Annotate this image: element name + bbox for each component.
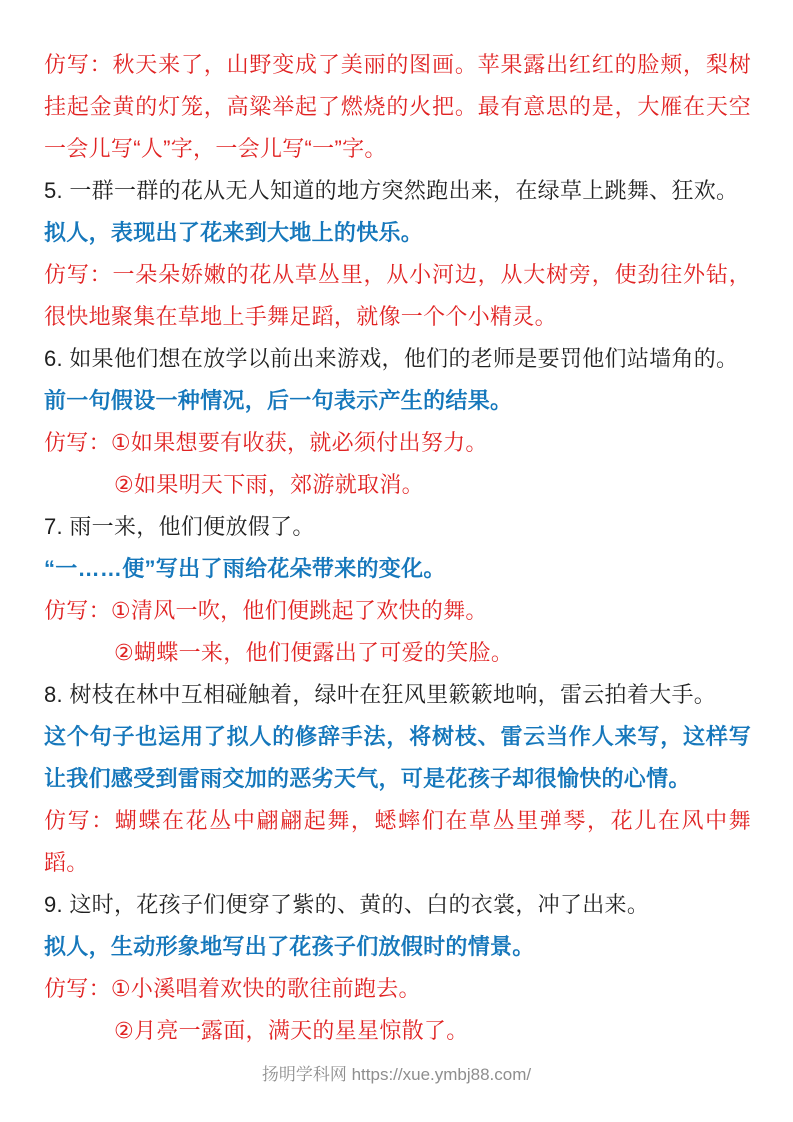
analysis-paragraph: 前一句假设一种情况，后一句表示产生的结果。 (44, 388, 513, 413)
analysis-paragraph: 这个句子也运用了拟人的修辞手法，将树枝、雷云当作人来写，这样写让我们感受到雷雨交加的恶劣天气，可是花孩子却很愉快的心情。 (44, 724, 751, 791)
footer (0, 1062, 793, 1088)
imitation-paragraph: 仿写：①如果想要有收获，就必须付出努力。 (44, 430, 488, 455)
imitation-paragraph: 仿写：①小溪唱着欢快的歌往前跑去。 (44, 976, 421, 1001)
sentence-paragraph: 7. 雨一来，他们便放假了。 (44, 514, 315, 539)
sentence-paragraph: 8. 树枝在林中互相碰触着，绿叶在狂风里簌簌地响，雷云拍着大手。 (44, 682, 717, 707)
imitation-paragraph: 仿写：蝴蝶在花丛中翩翩起舞，蟋蟀们在草丛里弹琴，花儿在风中舞蹈。 (44, 808, 751, 875)
worksheet-item (44, 170, 751, 338)
imitation-paragraph: 仿写：秋天来了，山野变成了美丽的图画。苹果露出红红的脸颊，梨树挂起金黄的灯笼，高粱举起了燃烧的火把。最有意思的是，大雁在天空一会儿写“人”字，一会儿写“一”字。 (44, 52, 751, 161)
worksheet-item (44, 44, 751, 170)
worksheet-item (44, 884, 751, 1052)
imitation-indent-paragraph: ②蝴蝶一来，他们便露出了可爱的笑脸。 (114, 640, 514, 665)
sentence-paragraph: 5. 一群一群的花从无人知道的地方突然跑出来，在绿草上跳舞、狂欢。 (44, 178, 739, 203)
sentence-paragraph: 9. 这时，花孩子们便穿了紫的、黄的、白的衣裳，冲了出来。 (44, 892, 650, 917)
worksheet-items (44, 44, 751, 1052)
footer-site-name: 扬明学科网 (261, 1065, 347, 1084)
analysis-paragraph: “一……便”写出了雨给花朵带来的变化。 (44, 556, 446, 581)
analysis-paragraph: 拟人，表现出了花来到大地上的快乐。 (44, 220, 424, 245)
sentence-paragraph: 6. 如果他们想在放学以前出来游戏，他们的老师是要罚他们站墙角的。 (44, 346, 739, 371)
imitation-indent-paragraph: ②月亮一露面，满天的星星惊散了。 (114, 1018, 469, 1043)
imitation-indent-paragraph: ②如果明天下雨，郊游就取消。 (114, 472, 424, 497)
worksheet-item (44, 506, 751, 674)
imitation-paragraph: 仿写：①清风一吹，他们便跳起了欢快的舞。 (44, 598, 488, 623)
analysis-paragraph: 拟人，生动形象地写出了花孩子们放假时的情景。 (44, 934, 535, 959)
imitation-paragraph: 仿写：一朵朵娇嫩的花从草丛里，从小河边，从大树旁，使劲往外钻，很快地聚集在草地上手舞足蹈，就像一个个小精灵。 (44, 262, 751, 329)
footer-site-url: https://xue.ymbj88.com/ (351, 1065, 532, 1084)
worksheet-item (44, 338, 751, 506)
worksheet-item (44, 674, 751, 884)
